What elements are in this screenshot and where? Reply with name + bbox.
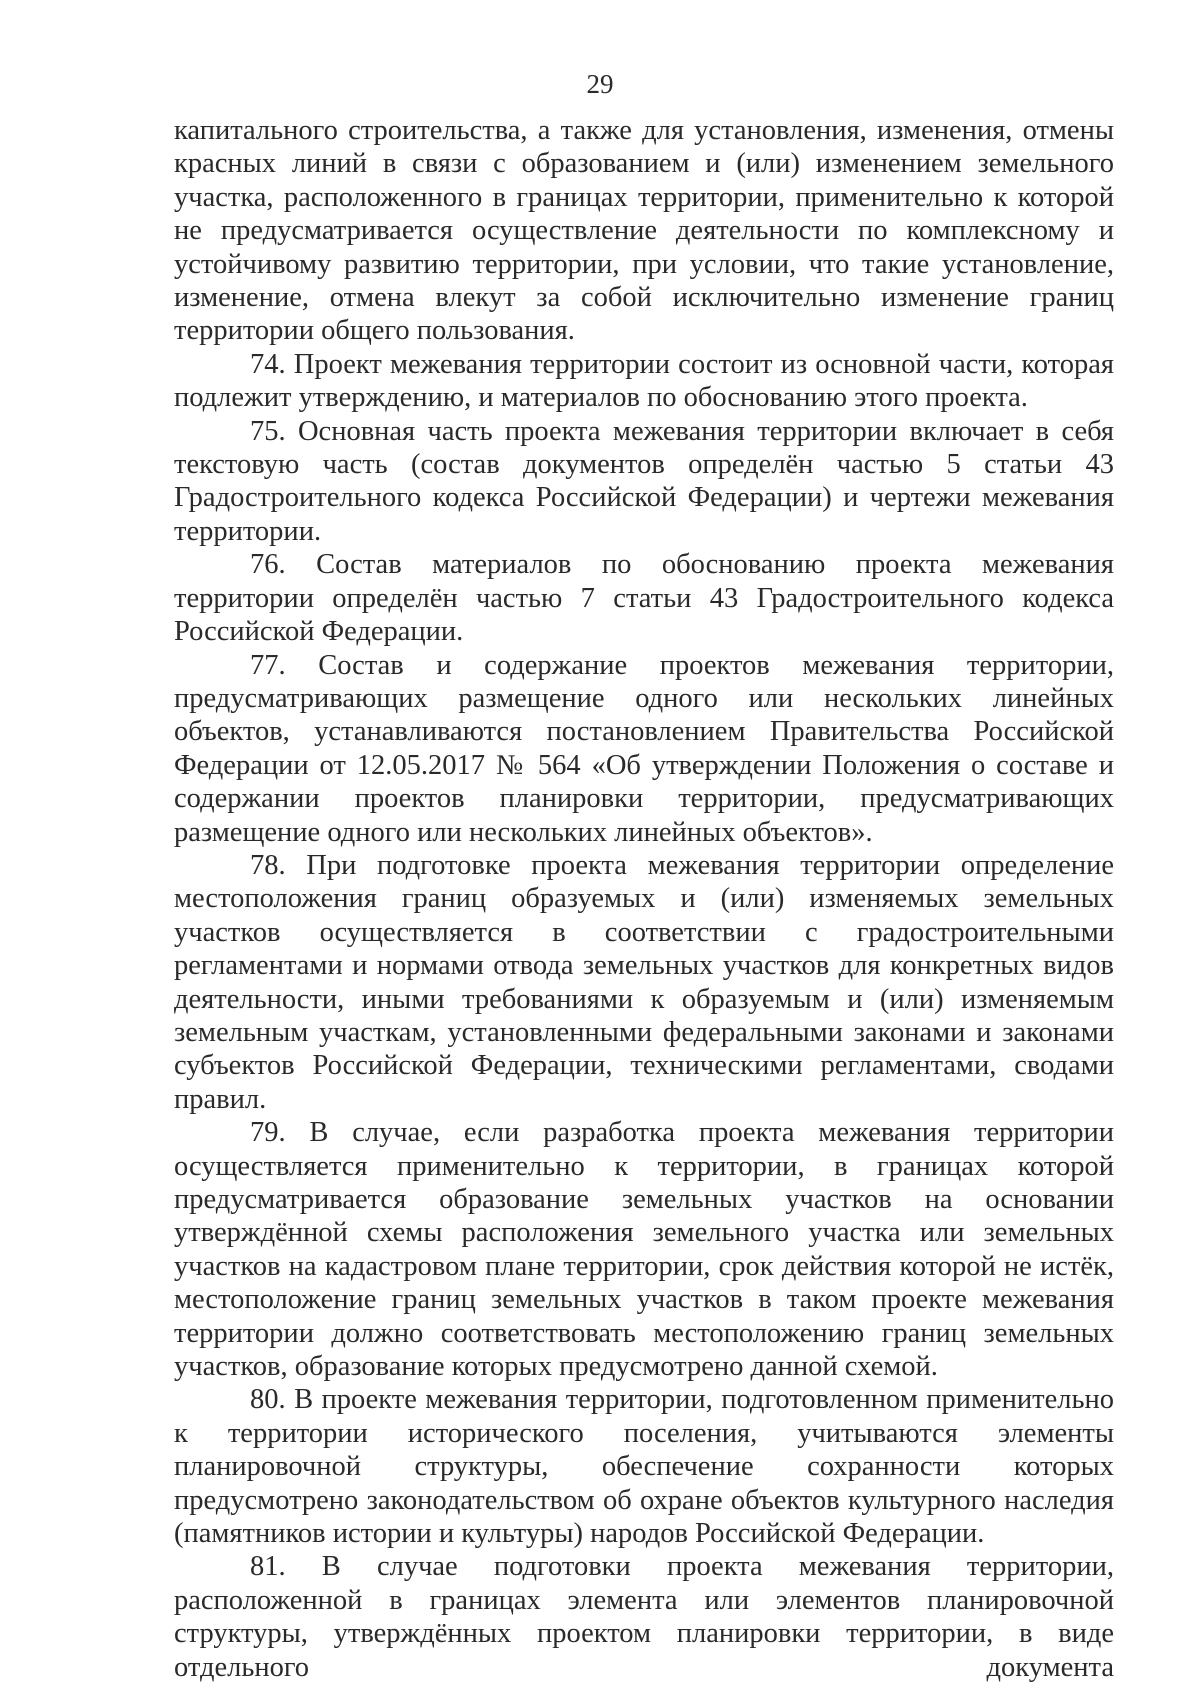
paragraph-75: 75. Основная часть проекта межевания территории включает в себя текстовую часть (состав документов определён частью 5 статьи 43 Градостроительного кодекса Российской Федерации) и чертежи межевания территории. xyxy=(174,415,1114,547)
paragraph-76: 76. Состав материалов по обоснованию проекта межевания территории определён частью 7 статьи 43 Градостроительного кодекса Российской Федерации. xyxy=(174,549,1114,648)
paragraph-79: 79. В случае, если разработка проекта межевания территории осуществляется применительно к территории, в границах которой предусматривается образование земельных участков на основании утверждённой схемы расположения земельного участка или земельных участков на кадастровом плане территории, срок действия которой не истёк, местоположение границ земельных участков в таком проекте межевания территории должно соответствовать местоположению границ земельных участков, образование которых предусмотрено данной схемой. xyxy=(174,1117,1114,1383)
paragraph-81: 81. В случае подготовки проекта межевания территории, расположенной в границах элемента или элементов планировочной структуры, утверждённых проектом планировки территории, в виде отдельного документа xyxy=(174,1551,1114,1683)
paragraph-74: 74. Проект межевания территории состоит из основной части, которая подлежит утверждению, и материалов по обоснованию этого проекта. xyxy=(174,348,1114,414)
paragraph-77: 77. Состав и содержание проектов межевания территории, предусматривающих размещение одного или нескольких линейных объектов, устанавливаются постановлением Правительства Российской Федерации от 12.05.2017 № 564 «Об утверждении Положения о составе и содержании проектов планировки территории, предусматривающих размещение одного или нескольких линейных объектов». xyxy=(174,649,1114,848)
paragraph-78: 78. При подготовке проекта межевания территории определение местоположения границ образуемых и (или) изменяемых земельных участков осуществляется в соответствии с градостроительными регламентами и нормами отвода земельных участков для конкретных видов деятельности, иными требованиями к образуемым и (или) изменяемым земельным участкам, установленными федеральными законами и законами субъектов Российской Федерации, техническими регламентами, сводами правил. xyxy=(174,849,1114,1115)
paragraph-80: 80. В проекте межевания территории, подготовленном применительно к территории исторического поселения, учитываются элементы планировочной структуры, обеспечение сохранности которых предусмотрено законодательством об охране объектов культурного наследия (памятников истории и культуры) народов Российской Федерации. xyxy=(174,1384,1114,1550)
document-body xyxy=(174,114,1114,1684)
page-number: 29 xyxy=(586,69,614,99)
paragraph-continuation: капитального строительства, а также для установления, изменения, отмены красных линий в связи с образованием и (или) изменением земельного участка, расположенного в границах территории, применительно к которой не предусматривается осуществление деятельности по комплексному и устойчивому развитию территории, при условии, что такие установление, изменение, отмена влекут за собой исключительно изменение границ территории общего пользования. xyxy=(174,115,1114,347)
